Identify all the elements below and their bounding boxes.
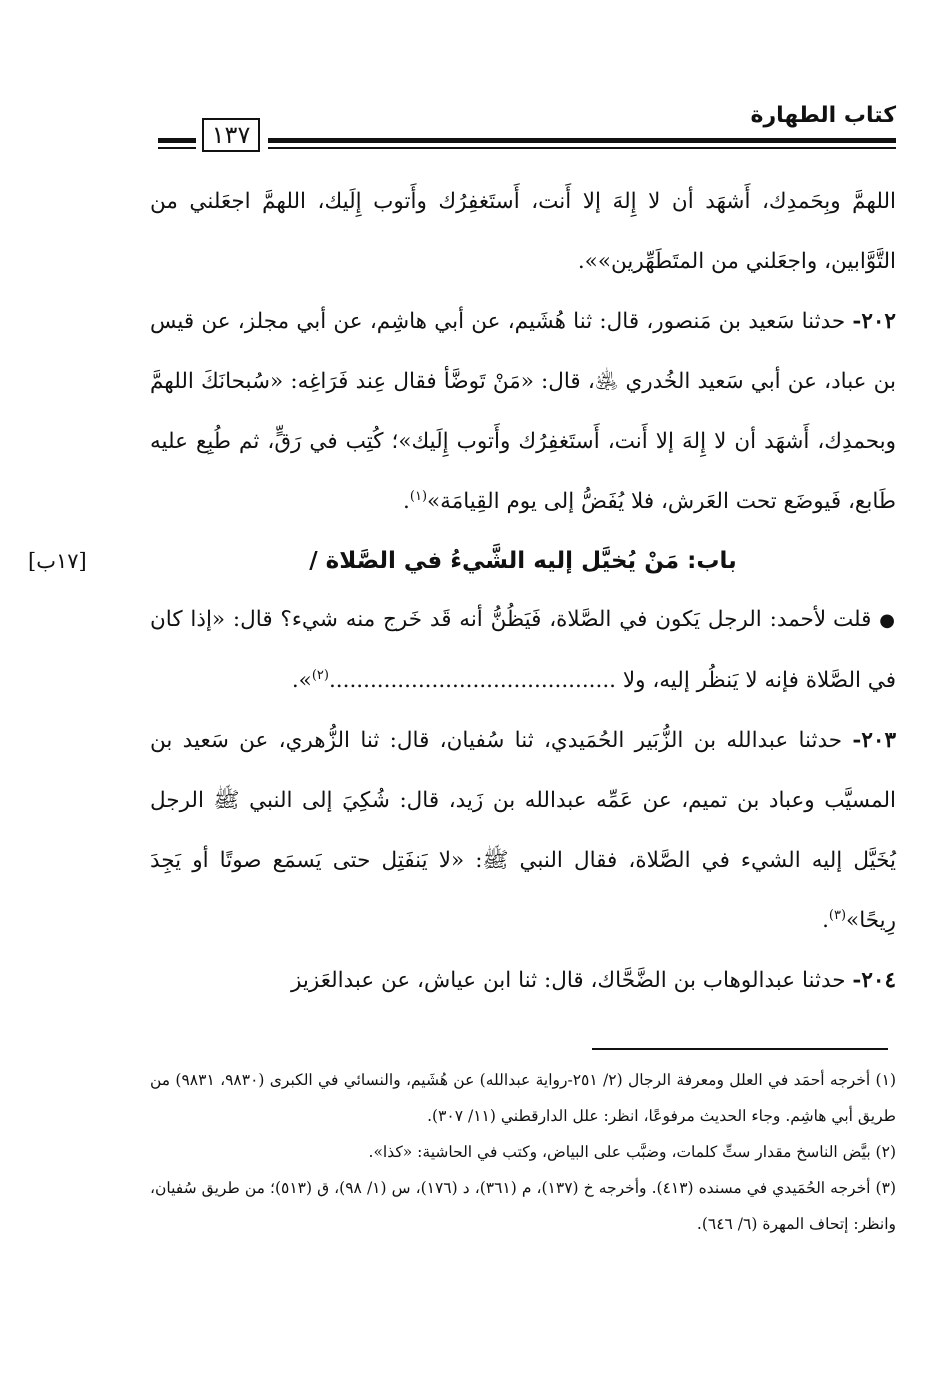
hadith-text: حدثنا سَعيد بن مَنصور، قال: ثنا هُشَيم، عن أبي هاشِم، عن أبي مجلز، عن قيس بن عباد، عن أبي سَعيد الخُدري ﵁، قال: «مَنْ تَوضَّأ فقال عِند فَرَاغِه: «سُبحانَكَ اللهمَّ وبحمدِك، أَشهَد أن لا إِلهَ إلا أَنت، أَستَغفِرُك وأَتوب إِلَيك»؛ كُتِب في رَقٍّ، ثم طُبِع عليه طَابع، فَيوضَع تحت العَرش، فلا يُفَضُّ إلى يوم القِيامَة» <box>150 309 896 514</box>
footnotes <box>150 1062 896 1242</box>
hadith-number: ٢٠٣- <box>852 728 897 753</box>
header-rule-short-thick <box>158 138 196 143</box>
header-rule-thin <box>268 147 896 149</box>
chapter-title: باب: مَنْ يُخيَّل إليه الشَّيءُ في الصَّلاة / <box>309 548 737 574</box>
paragraph-continued: اللهمَّ وبِحَمدِك، أَشهَد أن لا إِلهَ إلا أَنت، أَستَغفِرُك وأَتوب إِلَيك، اللهمَّ اجعَلني من التَّوَّابين، واجعَلني من المتَطَهِّرين»». <box>150 189 896 274</box>
hadith-203 <box>150 711 896 951</box>
bullet-icon: ● <box>879 610 896 631</box>
punctuation: . <box>822 908 829 933</box>
punctuation: ». <box>291 668 312 693</box>
footnote-2: (٢) بيَّض الناسخ مقدار ستِّ كلمات، وضبَّب على البياض، وكتب في الحاشية: «كذا». <box>368 1143 896 1161</box>
hadith-number: ٢٠٢- <box>852 309 896 334</box>
hadith-202 <box>150 292 896 532</box>
book-title: كتاب الطهارة <box>750 103 896 128</box>
question-paragraph <box>150 590 896 711</box>
footnote-ref: (١) <box>409 488 428 504</box>
running-header <box>150 100 896 158</box>
header-rule-short-thin <box>158 147 196 149</box>
folio-marker: [١٧ب] <box>28 549 87 573</box>
question-text: قلت لأحمد: الرجل يَكون في الصَّلاة، فَيَظُنُّ أنه قَد خَرج منه شيء؟ قال: «إذا كان في الصَّلاة فإنه لا يَنظُر إليه، ولا .......................................... <box>150 607 896 693</box>
hadith-text: حدثنا عبدالله بن الزُّبَير الحُمَيدي، ثنا سُفيان، قال: ثنا الزُّهري، عن سَعيد بن المسيَّب وعباد بن تميم، عن عَمِّه عبدالله بن زَيد، قال: شُكِيَ إلى النبي ﷺ الرجل يُخَيَّل إليه الشيء في الصَّلاة، فقال النبي ﷺ: «لا يَنفَتِل حتى يَسمَع صوتًا أو يَجِدَ رِيحًا» <box>150 728 896 933</box>
hadith-number: ٢٠٤- <box>852 968 896 993</box>
main-text <box>28 172 897 1011</box>
header-rule-thick <box>268 138 896 143</box>
footnote-separator <box>592 1048 888 1050</box>
footnote-1: (١) أخرجه أحمَد في العلل ومعرفة الرجال (٢/ ٢٥١-رواية عبدالله) عن هُشَيم، والنسائي في الكبرى (٩٨٣٠، ٩٨٣١) من طريق أبي هاشِم. وجاء الحديث مرفوعًا، انظر: علل الدارقطني (١١/ ٣٠٧). <box>150 1071 896 1125</box>
hadith-204 <box>150 951 896 1011</box>
punctuation: . <box>403 489 410 514</box>
hadith-text: حدثنا عبدالوهاب بن الضَّحَّاك، قال: ثنا ابن عياش، عن عبدالعَزيز <box>290 968 846 993</box>
footnote-ref: (٢) <box>311 667 329 683</box>
footnote-ref: (٣) <box>828 907 847 923</box>
footnote-3: (٣) أخرجه الحُمَيدي في مسنده (٤١٣). وأخرجه خ (١٣٧)، م (٣٦١)، د (١٧٦)، س (١/ ٩٨)، ق (٥١٣)؛ من طريق سُفيان، وانظر: إتحاف المهرة (٦/ ٦٤٦). <box>150 1179 896 1233</box>
chapter-heading <box>28 532 896 590</box>
page-number: ١٣٧ <box>202 118 260 152</box>
